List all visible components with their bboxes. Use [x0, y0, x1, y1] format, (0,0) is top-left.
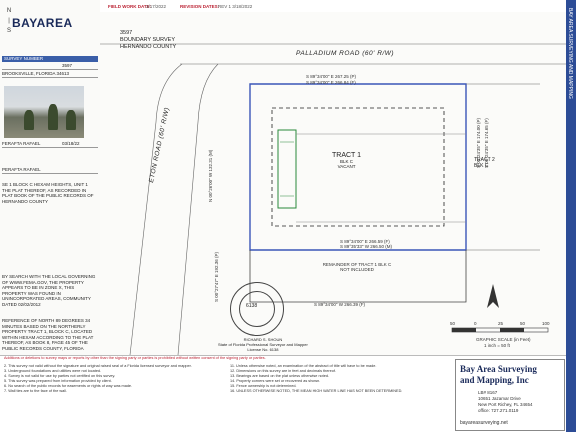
tree-icon [66, 110, 76, 130]
revision-date: REV 1 3/18/2022 [218, 4, 253, 9]
east-bearing-plat: S 00°24'35" E 174.00 (P) [476, 117, 481, 168]
logo-brand: BAYAREA [12, 16, 73, 30]
remainder-label: REMAINDER OF TRACT 1 BLK C NOT INCLUDED [322, 262, 392, 272]
palladium-road-label: PALLADIUM ROAD (60' R/W) [296, 50, 394, 57]
city-line: BROOKSVILLE, FLORIDA 34613 [2, 70, 98, 78]
tract1-status: VACANT [337, 164, 356, 169]
firm-name-2: and Mapping, Inc [460, 375, 529, 385]
company-logo [2, 4, 98, 48]
note-item: 13. Bearings are based on the plat unless otherwise noted. [230, 374, 329, 378]
notes-column-2 [230, 364, 450, 394]
tract2-block: BLK C [474, 163, 489, 169]
seal-inner [239, 291, 275, 327]
notes-warning: Additions or deletions to survey maps or reports by other than the signing party or parties is prohibited without written consent of the signing party or parties. [4, 356, 266, 360]
right-brand-bar [566, 0, 576, 432]
scale-tick: 25 [498, 321, 504, 326]
east-bearing-field: S 00°24'35" E 174.65 (F) [484, 118, 489, 168]
note-item: 14. Property corners were set or recovered as shown. [230, 379, 321, 383]
survey-date: 03/18/22 [62, 141, 80, 146]
west-bearing-plat: S 00°27'47" E 192.36 (P) [214, 251, 219, 302]
client-name: PERAFTA RAFAEL [2, 166, 98, 174]
tract1-label [332, 152, 361, 169]
firm-address-1: 10651 Jazamar Drive [478, 396, 521, 401]
title-county: HERNANDO COUNTY [120, 44, 177, 50]
surveyor-seal [230, 282, 284, 336]
client-label: FERAFTA RAFAEL [2, 141, 41, 146]
client-date-row [2, 140, 98, 148]
north-bearing-field: S 89°34'00" E 266.84 (F) [306, 80, 356, 85]
firm-lb: LB# 8167 [478, 390, 498, 395]
note-item: 15. Fence ownership is not determined. [230, 384, 297, 388]
revision-label: REVISION DATES: [180, 4, 220, 9]
tree-icon [48, 104, 58, 130]
scale-tick: 0 [474, 321, 477, 326]
signer-name: RICHARD S. SHOUN [243, 337, 283, 342]
survey-number-label: SURVEY NUMBER [2, 56, 98, 62]
tract1-name: TRACT 1 [332, 152, 362, 159]
note-item: 11. Unless otherwise noted, an examination of the abstract of title will have to be made. [230, 364, 377, 368]
seal-number: 6138 [246, 303, 258, 309]
scale-tick: 100 [542, 321, 550, 326]
firm-address-2: New Port Richey, FL 34654 [478, 402, 533, 407]
north-bearing-plat: S 89°34'00" E 267.25 (P) [306, 74, 357, 79]
firm-name-1: Bay Area Surveying [460, 364, 537, 374]
scale-tick: 50 [450, 321, 456, 326]
field-work-date: 3/17/2022 [146, 4, 167, 9]
note-item: 16. UNLESS OTHERWISE NOTED, THE MEAN HIGH WATER LINE HAS NOT BEEN DETERMINED. [230, 389, 403, 393]
note-item: 2. This survey not valid without the signature and original raised seal of a Florida licensed surveyor and mapper. [4, 364, 192, 368]
firm-website[interactable]: bayareasurveying.net [460, 420, 508, 426]
survey-drawing [100, 12, 566, 355]
signer-block [218, 337, 308, 352]
note-item: 4. Survey is not valid for use by parties not certified on this survey. [4, 374, 116, 378]
mid-bearing-measured: S 89°35'33" W 266.50 (M) [340, 244, 393, 249]
note-item: 5. This survey was prepared from information provided by client. [4, 379, 112, 383]
compass-icon: N | S [6, 8, 12, 34]
scale-label: GRAPHIC SCALE (in Feet) [476, 337, 531, 342]
tract1-block: BLK C [340, 159, 354, 164]
eton-road-label: ETON ROAD (60' R/W) [148, 106, 171, 184]
note-item: 6. No search of the public records for easements or rights of way was made. [4, 384, 133, 388]
scale-ratio: 1 inch = 50 ft [484, 343, 510, 348]
brand-vertical-text: BAY AREA SURVEYING AND MAPPING [567, 8, 573, 99]
flood-zone-note: BY SEARCH WITH THE LOCAL GOVERNING OF WWW.FEMA.GOV, THE PROPERTY APPEARS TO BE IN ZONE X, THIS PROPERTY WAS FOUND IN UNINCORPORATED AREAS, COMMUNITY DATED 02/02/2012 [2, 274, 96, 307]
survey-number-row [2, 62, 98, 70]
scale-tick: 50 [520, 321, 526, 326]
field-work-label: FIELD WORK DATE: [108, 4, 152, 9]
note-item: 12. Dimensions on this survey are in feet and decimals thereof. [230, 369, 336, 373]
property-photo [4, 86, 84, 138]
south-bearing: S 89°34'00" W 266.39 (F) [314, 302, 366, 307]
west-bearing-measured: N 00°26'00" W 132.31 (M) [208, 149, 213, 202]
tract2-name: TRACT 2 [474, 157, 495, 163]
signer-license: License No. 6138 [247, 347, 279, 352]
legal-description: SE 1 BLOCK C HEXAM HEIGHTS, UNIT 1 THE PLAT THEREOF, AS RECORDED IN PLAT BOOK OF THE PUBLIC RECORDS OF HERNANDO COUNTY [2, 182, 94, 204]
mid-bearing-field: S 89°34'00" E 266.59 (F) [340, 239, 390, 244]
survey-number: 3597 [62, 63, 73, 68]
signer-title: State of Florida Professional Surveyor and Mapper [218, 342, 308, 347]
note-item: 3. Underground foundations and utilities were not located. [4, 369, 102, 373]
notes-column-1 [4, 364, 224, 394]
firm-block [455, 359, 565, 431]
note-item: 7. Wall ties are to the face of the wall. [4, 389, 67, 393]
tract2-label [474, 157, 495, 169]
firm-phone: office: 727.271.0119 [478, 408, 519, 413]
tree-icon [24, 110, 34, 130]
title-number: 3597 [120, 30, 133, 36]
bearing-basis-note: REFERENCE OF NORTH 89 DEGREES 34 MINUTES BASED ON THE NORTHERLY PROPERTY TRACT 1, BLOCK C, LOCATED WITHIN HEXAM ACCORDING TO THE PLAT THEREOF, AS BOOK 8, PAGE 45 OF THE PUBLIC RECORDS COUNTY, FLORIDA [2, 318, 94, 351]
title-block [120, 30, 176, 51]
title-type: BOUNDARY SURVEY [120, 37, 176, 43]
